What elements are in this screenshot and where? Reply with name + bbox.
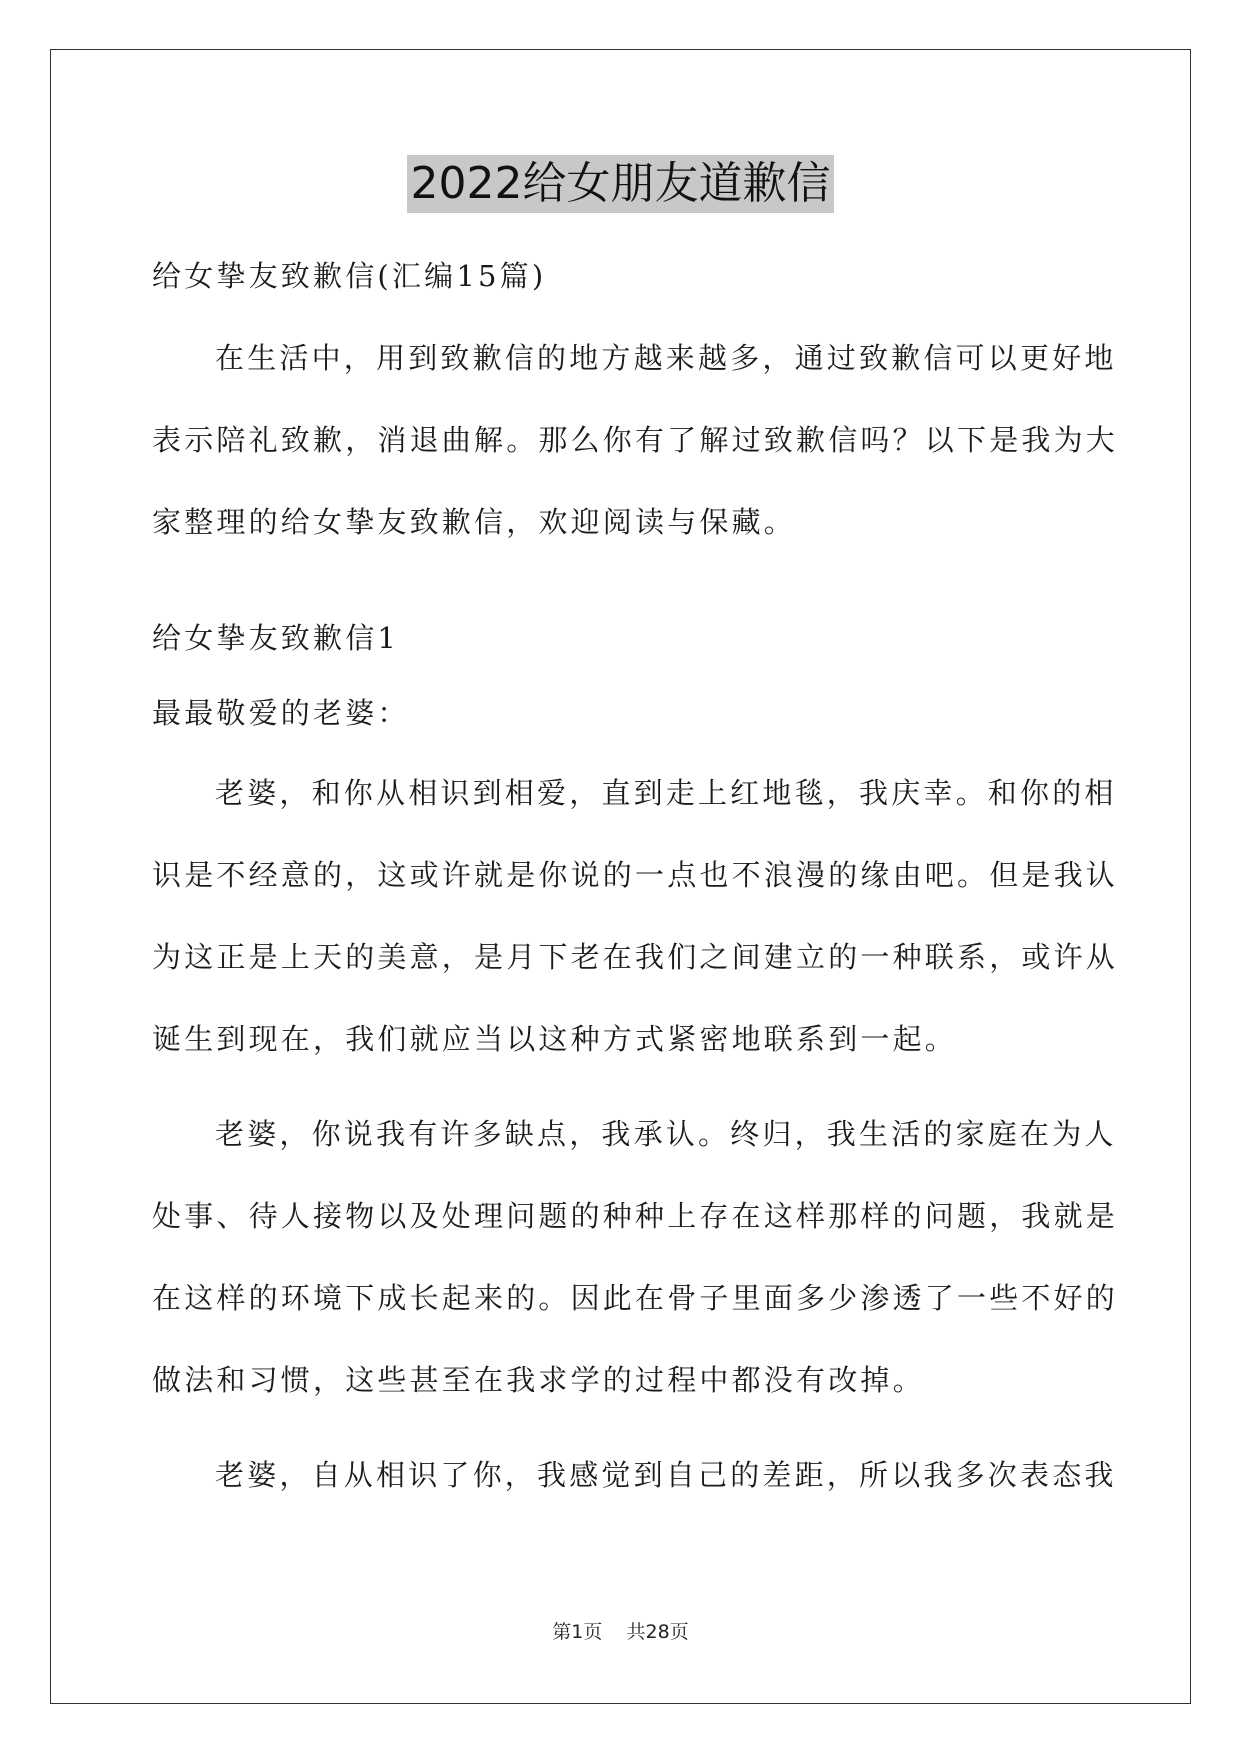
title-container [0, 155, 1241, 213]
footer-total-pages: 28 [645, 1621, 670, 1643]
intro-line: 家整理的给女挚友致歉信，欢迎阅读与保藏。 [152, 505, 797, 539]
paragraph-line: 老婆，和你从相识到相爱，直到走上红地毯，我庆幸。和你的相 [215, 776, 1117, 810]
intro-paragraph [152, 317, 1119, 563]
intro-line: 在生活中，用到致歉信的地方越来越多，通过致歉信可以更好地 [215, 341, 1117, 375]
subtitle-text: 给女挚友致歉信(汇编15篇) [152, 259, 547, 293]
footer-total-suffix: 页 [669, 1621, 689, 1643]
paragraph-line: 老婆，你说我有许多缺点，我承认。终归，我生活的家庭在为人 [215, 1117, 1117, 1151]
body-paragraph-1 [152, 752, 1119, 1080]
paragraph-line: 做法和习惯，这些甚至在我求学的过程中都没有改掉。 [152, 1363, 925, 1397]
page-footer [0, 1617, 1241, 1644]
document-title: 2022给女朋友道歉信 [407, 155, 835, 213]
footer-prefix: 第 [552, 1621, 572, 1643]
intro-line: 表示陪礼致歉，消退曲解。那么你有了解过致歉信吗？以下是我为大 [152, 423, 1119, 457]
subtitle [152, 235, 1096, 317]
body-paragraph-2 [152, 1093, 1119, 1421]
footer-page-number: 1 [571, 1621, 584, 1643]
section-heading [152, 597, 1096, 679]
footer-total-prefix: 共 [626, 1621, 646, 1643]
section-heading-text: 给女挚友致歉信1 [152, 621, 400, 655]
salutation [152, 672, 1096, 754]
body-paragraph-3 [152, 1434, 1117, 1516]
paragraph-line: 识是不经意的，这或许就是你说的一点也不浪漫的缘由吧。但是我认 [152, 858, 1119, 892]
paragraph-line: 为这正是上天的美意，是月下老在我们之间建立的一种联系，或许从 [152, 940, 1119, 974]
paragraph-line: 诞生到现在，我们就应当以这种方式紧密地联系到一起。 [152, 1022, 958, 1056]
paragraph-line: 处事、待人接物以及处理问题的种种上存在这样那样的问题，我就是 [152, 1199, 1119, 1233]
salutation-text: 最最敬爱的老婆： [152, 696, 410, 730]
footer-page-suffix: 页 [583, 1621, 603, 1643]
paragraph-line: 老婆，自从相识了你，我感觉到自己的差距，所以我多次表态我 [215, 1458, 1117, 1492]
paragraph-line: 在这样的环境下成长起来的。因此在骨子里面多少渗透了一些不好的 [152, 1281, 1119, 1315]
